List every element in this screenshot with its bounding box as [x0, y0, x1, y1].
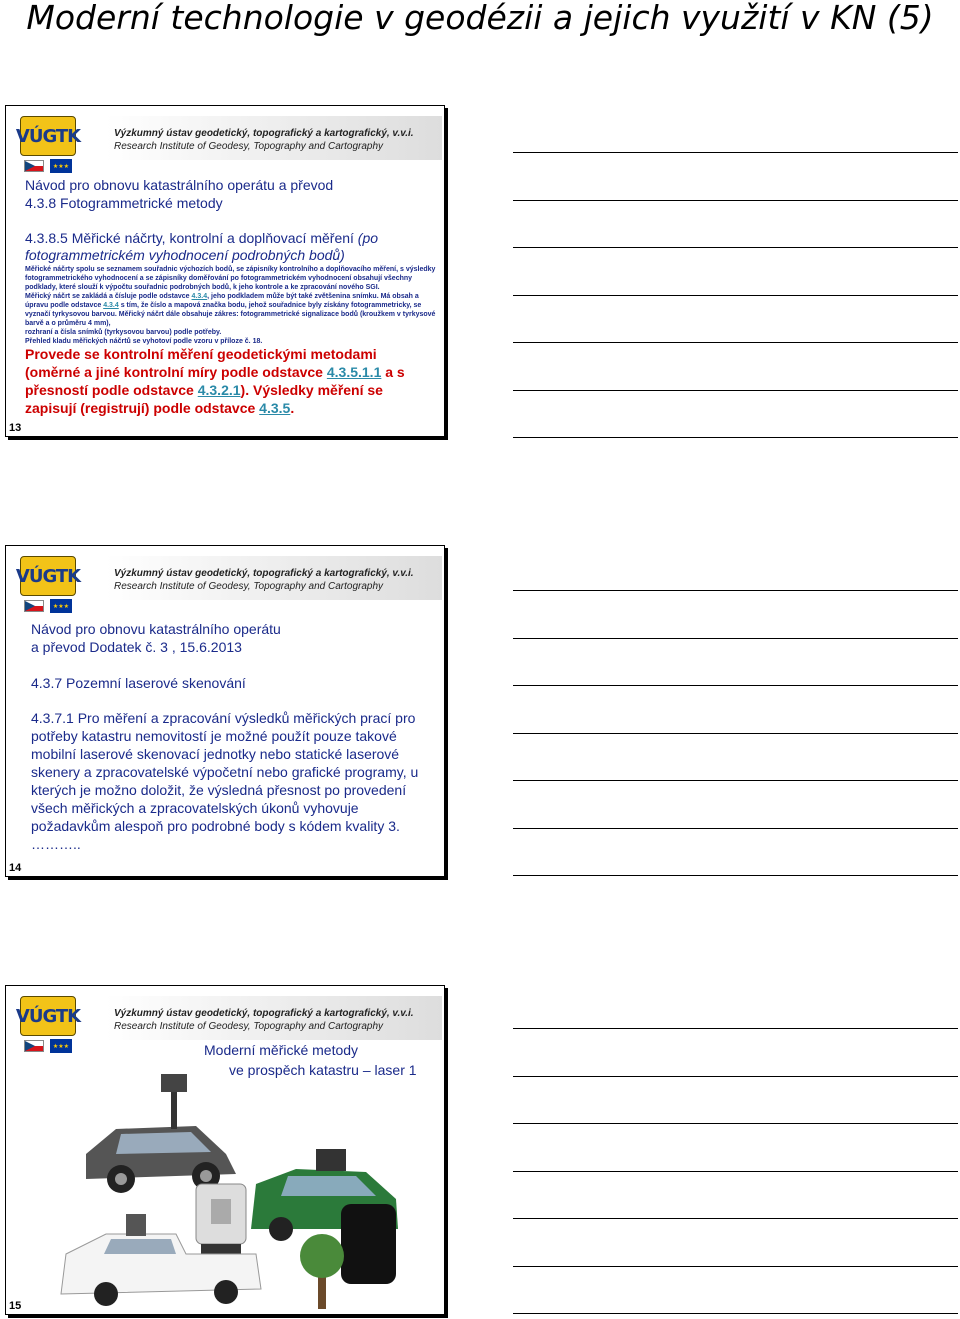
institute-name: Výzkumný ústav geodetický, topografický a kartografický, v.v.i. Research Institute of Geodesy, Topography and Cartography: [114, 568, 414, 592]
page-title: Moderní technologie v geodézii a jejich využití v KN (5): [26, 0, 934, 37]
slide-number: 13: [9, 422, 22, 434]
laser-scanner-image: [196, 1184, 246, 1258]
eu-flag-icon: ★★★: [50, 1039, 72, 1053]
slide-15-title: Moderní měřické metody ve prospěch katastru – laser 1: [204, 1042, 417, 1078]
slide-14-title: Návod pro obnovu katastrálního operátu a převod Dodatek č. 3 , 15.6.2013: [31, 621, 281, 655]
red-note: Provede se kontrolní měření geodetickými metodami (oměrné a jiné kontrolní míry podle odstavce 4.3.5.1.1 a s přesností podle odstavce 4.3.2.1). Výsledky měření se zapisují (registrují) podle odstavce 4.3.5.: [25, 346, 405, 416]
eu-flag-icon: ★★★: [50, 599, 72, 613]
section-heading: 4.3.7 Pozemní laserové skenování: [31, 675, 246, 691]
institute-name: Výzkumný ústav geodetický, topografický a kartografický, v.v.i. Research Institute of Geodesy, Topography and Cartography: [114, 128, 414, 152]
ref-link[interactable]: 4.3.4: [191, 293, 208, 300]
slide-number: 15: [9, 1300, 22, 1312]
czech-flag-icon: [24, 1040, 44, 1052]
slide-13-title: Návod pro obnovu katastrálního operátu a převod 4.3.8 Fotogrammetrické metody: [25, 177, 334, 211]
camera-device-image: [341, 1204, 396, 1284]
vugtk-logo: VÚGTK: [20, 556, 76, 596]
slide-13: [5, 105, 445, 437]
section-heading: 4.3.8.5 Měřické náčrty, kontrolní a doplňovací měření (po fotogrammetrickém vyhodnocení podrobných bodů): [25, 230, 379, 263]
section-body: 4.3.7.1 Pro měření a zpracování výsledků měřických prací pro potřeby katastru nemovitostí je možné použít pouze takové mobilní laserové skenovací jednotky nebo statické laserové skenery a zpracovatelské výpočetní nebo grafické programy, u kterých je možno doložit, že výsledná přesnost po provedení všech měřických a zpracovatelských úkonů vyhovuje požadavkům alespoň pro podrobné body s kódem kvality 3. ………..: [31, 710, 419, 852]
ref-link[interactable]: 4.3.5: [259, 400, 291, 416]
vugtk-logo: VÚGTK: [20, 996, 76, 1036]
slide-number: 14: [9, 862, 22, 874]
mobile-mapping-vehicles-image: [26, 1064, 406, 1314]
suv-image: [86, 1074, 236, 1193]
ref-link[interactable]: 4.3.5.1.1: [326, 364, 382, 380]
section-body: Měřické náčrty spolu se seznamem souřadnic výchozích bodů, se zápisníky kontrolního a doplňovacího měření, s výsledky fotogrammetrického vyhodnocení a se zápisníky doměřování po fotogrammetrickém vyhodnocení obsahují všechny podklady, které slouží k výpočtu souřadnic podrobných bodů, k jeho kontrole a ke zpracování nového SGI. Měřický náčrt se zakládá a čísluje podle odstavce 4.3.4, jeho podkladem může být také zvětšenina snímku. Má obsah a úpravu podle odstavce 4.3.4 s tím, že číslo a mapová značka bodu, jehož souřadnice byly získány fotogrammetricky, se vyznačí tyrkysovou barvou. Měřický náčrt dále obsahuje zákres: fotogrammetrické signalizace bodů (kroužkem v tyrkysové barvě a o průměru 4 mm), rozhraní a čísla snímků (tyrkysovou barvou) podle potřeby. Přehled kladu měřických náčrtů se vyhotoví podle vzoru v příloze č. 18.: [25, 266, 436, 345]
eu-flag-icon: ★★★: [50, 159, 72, 173]
tree-image: [300, 1234, 344, 1309]
ref-link[interactable]: 4.3.4: [103, 302, 119, 309]
slide-14: [5, 545, 445, 877]
slide-15: [5, 985, 445, 1315]
institute-name: Výzkumný ústav geodetický, topografický a kartografický, v.v.i. Research Institute of Geodesy, Topography and Cartography: [114, 1008, 414, 1032]
ref-link[interactable]: 4.3.2.1: [197, 382, 241, 398]
vugtk-logo: VÚGTK: [20, 116, 76, 156]
czech-flag-icon: [24, 600, 44, 612]
czech-flag-icon: [24, 160, 44, 172]
